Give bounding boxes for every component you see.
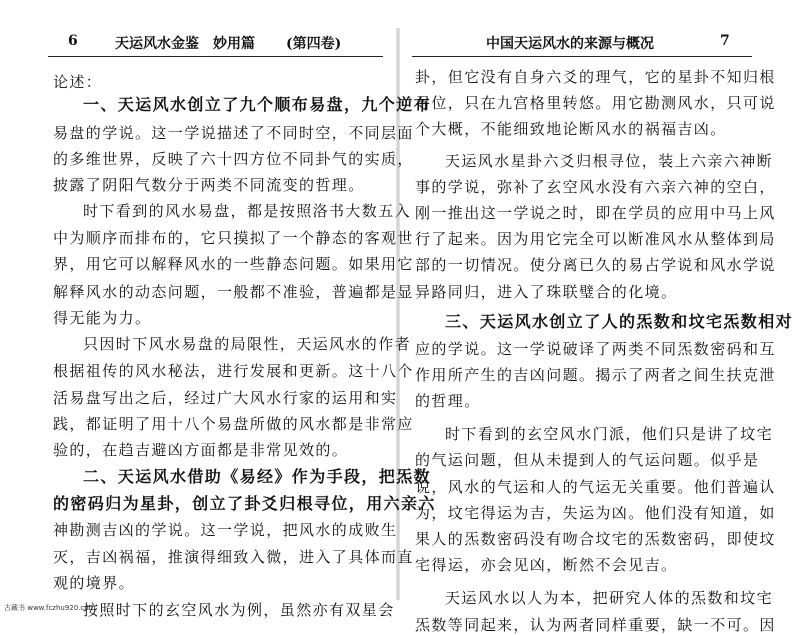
left-page-text-line: 二、天运风水借助《易经》作为手段，把炁数 <box>83 467 432 486</box>
left-page-text-line: 论述： <box>53 73 103 91</box>
right-page-text-line: 部的一切情况。使分离已久的易占学说和风水学说 <box>415 256 776 274</box>
left-page-text-line: 验的，在趋吉避凶方面都是非常见效的。 <box>53 441 349 459</box>
right-page-header <box>398 33 793 55</box>
left-page-text-line: 披露了阴阳气数分于两类不同流变的哲理。 <box>53 176 365 194</box>
right-page-text-line: 个大概，不能细致地论断风水的祸福吉凶。 <box>415 120 727 138</box>
left-page-text-line: 按照时下的玄空风水为例，虽然亦有双星会 <box>83 601 395 619</box>
left-page-text-line: 根据祖传的风水秘法，进行发展和更新。这十八个 <box>53 362 414 380</box>
left-page-text-line: 的密码归为星卦，创立了卦爻归根寻位，用六亲六 <box>53 494 436 513</box>
left-page-text-line: 神勘测吉凶的学说。这一学说，把风水的成败生 <box>53 521 398 539</box>
right-page-text-line: 异路同归，进入了珠联璧合的化境。 <box>415 283 678 301</box>
left-page-text-line: 践，都证明了用十八个易盘所做的风水都是非常应 <box>53 415 414 433</box>
left-page-text-line: 得无能为力。 <box>53 309 152 327</box>
left-page-text-line: 时下看到的风水易盘，都是按照洛书大数五入 <box>83 202 412 220</box>
right-page-text-line: 卦，但它没有自身六爻的理气，它的星卦不知归根 <box>415 68 776 86</box>
left-page-text-line: 易盘的学说。这一学说描述了不同时空，不同层面 <box>53 124 414 142</box>
right-page-text-line: 的气运问题，但从未提到人的气运问题。似乎是 <box>415 451 760 469</box>
right-page-text-line: 果人的炁数密码没有吻合坟宅的炁数密码，即使坟 <box>415 530 776 548</box>
right-chapter-title: 中国天运风水的来源与概况 <box>486 36 654 52</box>
right-page-text-line: 为，坟宅得运为吉，失运为凶。他们没有知道，如 <box>415 504 776 522</box>
left-page-text-line: 活易盘写出之后，经过广大风水行家的运用和实 <box>53 389 398 407</box>
right-page-text-line: 的哲理。 <box>415 392 481 410</box>
right-page-text-line: 应的学说。这一学说破译了两类不同炁数密码和互 <box>415 340 776 358</box>
left-page-text-line: 一、天运风水创立了九个顺布易盘，九个逆布 <box>83 95 432 114</box>
right-page-text-line: 宅得运，亦会见凶，断然不会见吉。 <box>415 556 678 574</box>
right-page-text-line: 炁数等同起来，认为两者同样重要，缺一不可。因 <box>415 616 776 634</box>
left-page-number: 6 <box>68 33 78 49</box>
left-page-text-line: 灭，吉凶祸福，推演得细致入微，进入了具体而直 <box>53 548 414 566</box>
right-page-text-line: 说，风水的气运和人的气运无关重要。他们普遍认 <box>415 478 776 496</box>
right-page-text-line: 天运风水星卦六爻归根寻位，装上六亲六神断 <box>445 152 774 170</box>
right-page-text-line: 作用所产生的吉凶问题。揭示了两者之间生扶克泄 <box>415 366 776 384</box>
left-volume-label: (第四卷) <box>286 36 342 52</box>
left-page-text-line: 解释风水的动态问题，一般都不准验，普遍都是显 <box>53 283 414 301</box>
left-page-text-line: 只因时下风水易盘的局限性，天运风水的作者 <box>83 335 412 353</box>
left-page-text-line: 界，用它可以解释风水的一些静态问题。如果用它 <box>53 255 414 273</box>
left-page-text-line: 观的境界。 <box>53 574 136 592</box>
right-page-text-line: 事的学说，弥补了玄空风水没有六亲六神的空白， <box>415 178 776 196</box>
right-page-text-line: 时下看到的玄空风水门派，他们只是讲了坟宅 <box>445 425 774 443</box>
right-page-text-line: 寻位，只在九宫格里转悠。用它勘测风水，只可说 <box>415 94 776 112</box>
left-page-text-line: 中为顺序而排布的，它只摸拟了一个静态的客观世 <box>53 229 414 247</box>
left-header-rule <box>48 56 383 57</box>
right-page-text-line: 行了起来。因为用它完全可以断准风水从整体到局 <box>415 230 776 248</box>
right-page-text-line: 天运风水以人为本，把研究人体的炁数和坟宅 <box>445 589 774 607</box>
right-page-text-line: 三、天运风水创立了人的炁数和坟宅炁数相对 <box>445 312 793 331</box>
right-page-text-line: 刚一推出这一学说之时，即在学员的应用中马上风 <box>415 204 776 222</box>
left-book-title: 天运风水金鉴 妙用篇 <box>115 36 255 52</box>
right-header-rule <box>412 56 752 57</box>
left-page-header <box>0 33 398 55</box>
right-page-number: 7 <box>720 33 730 49</box>
site-watermark: 古藏书 www.fczhu920.com <box>4 604 96 612</box>
left-page-text-line: 的多维世界，反映了六十四方位不同卦气的实质， <box>53 150 414 168</box>
